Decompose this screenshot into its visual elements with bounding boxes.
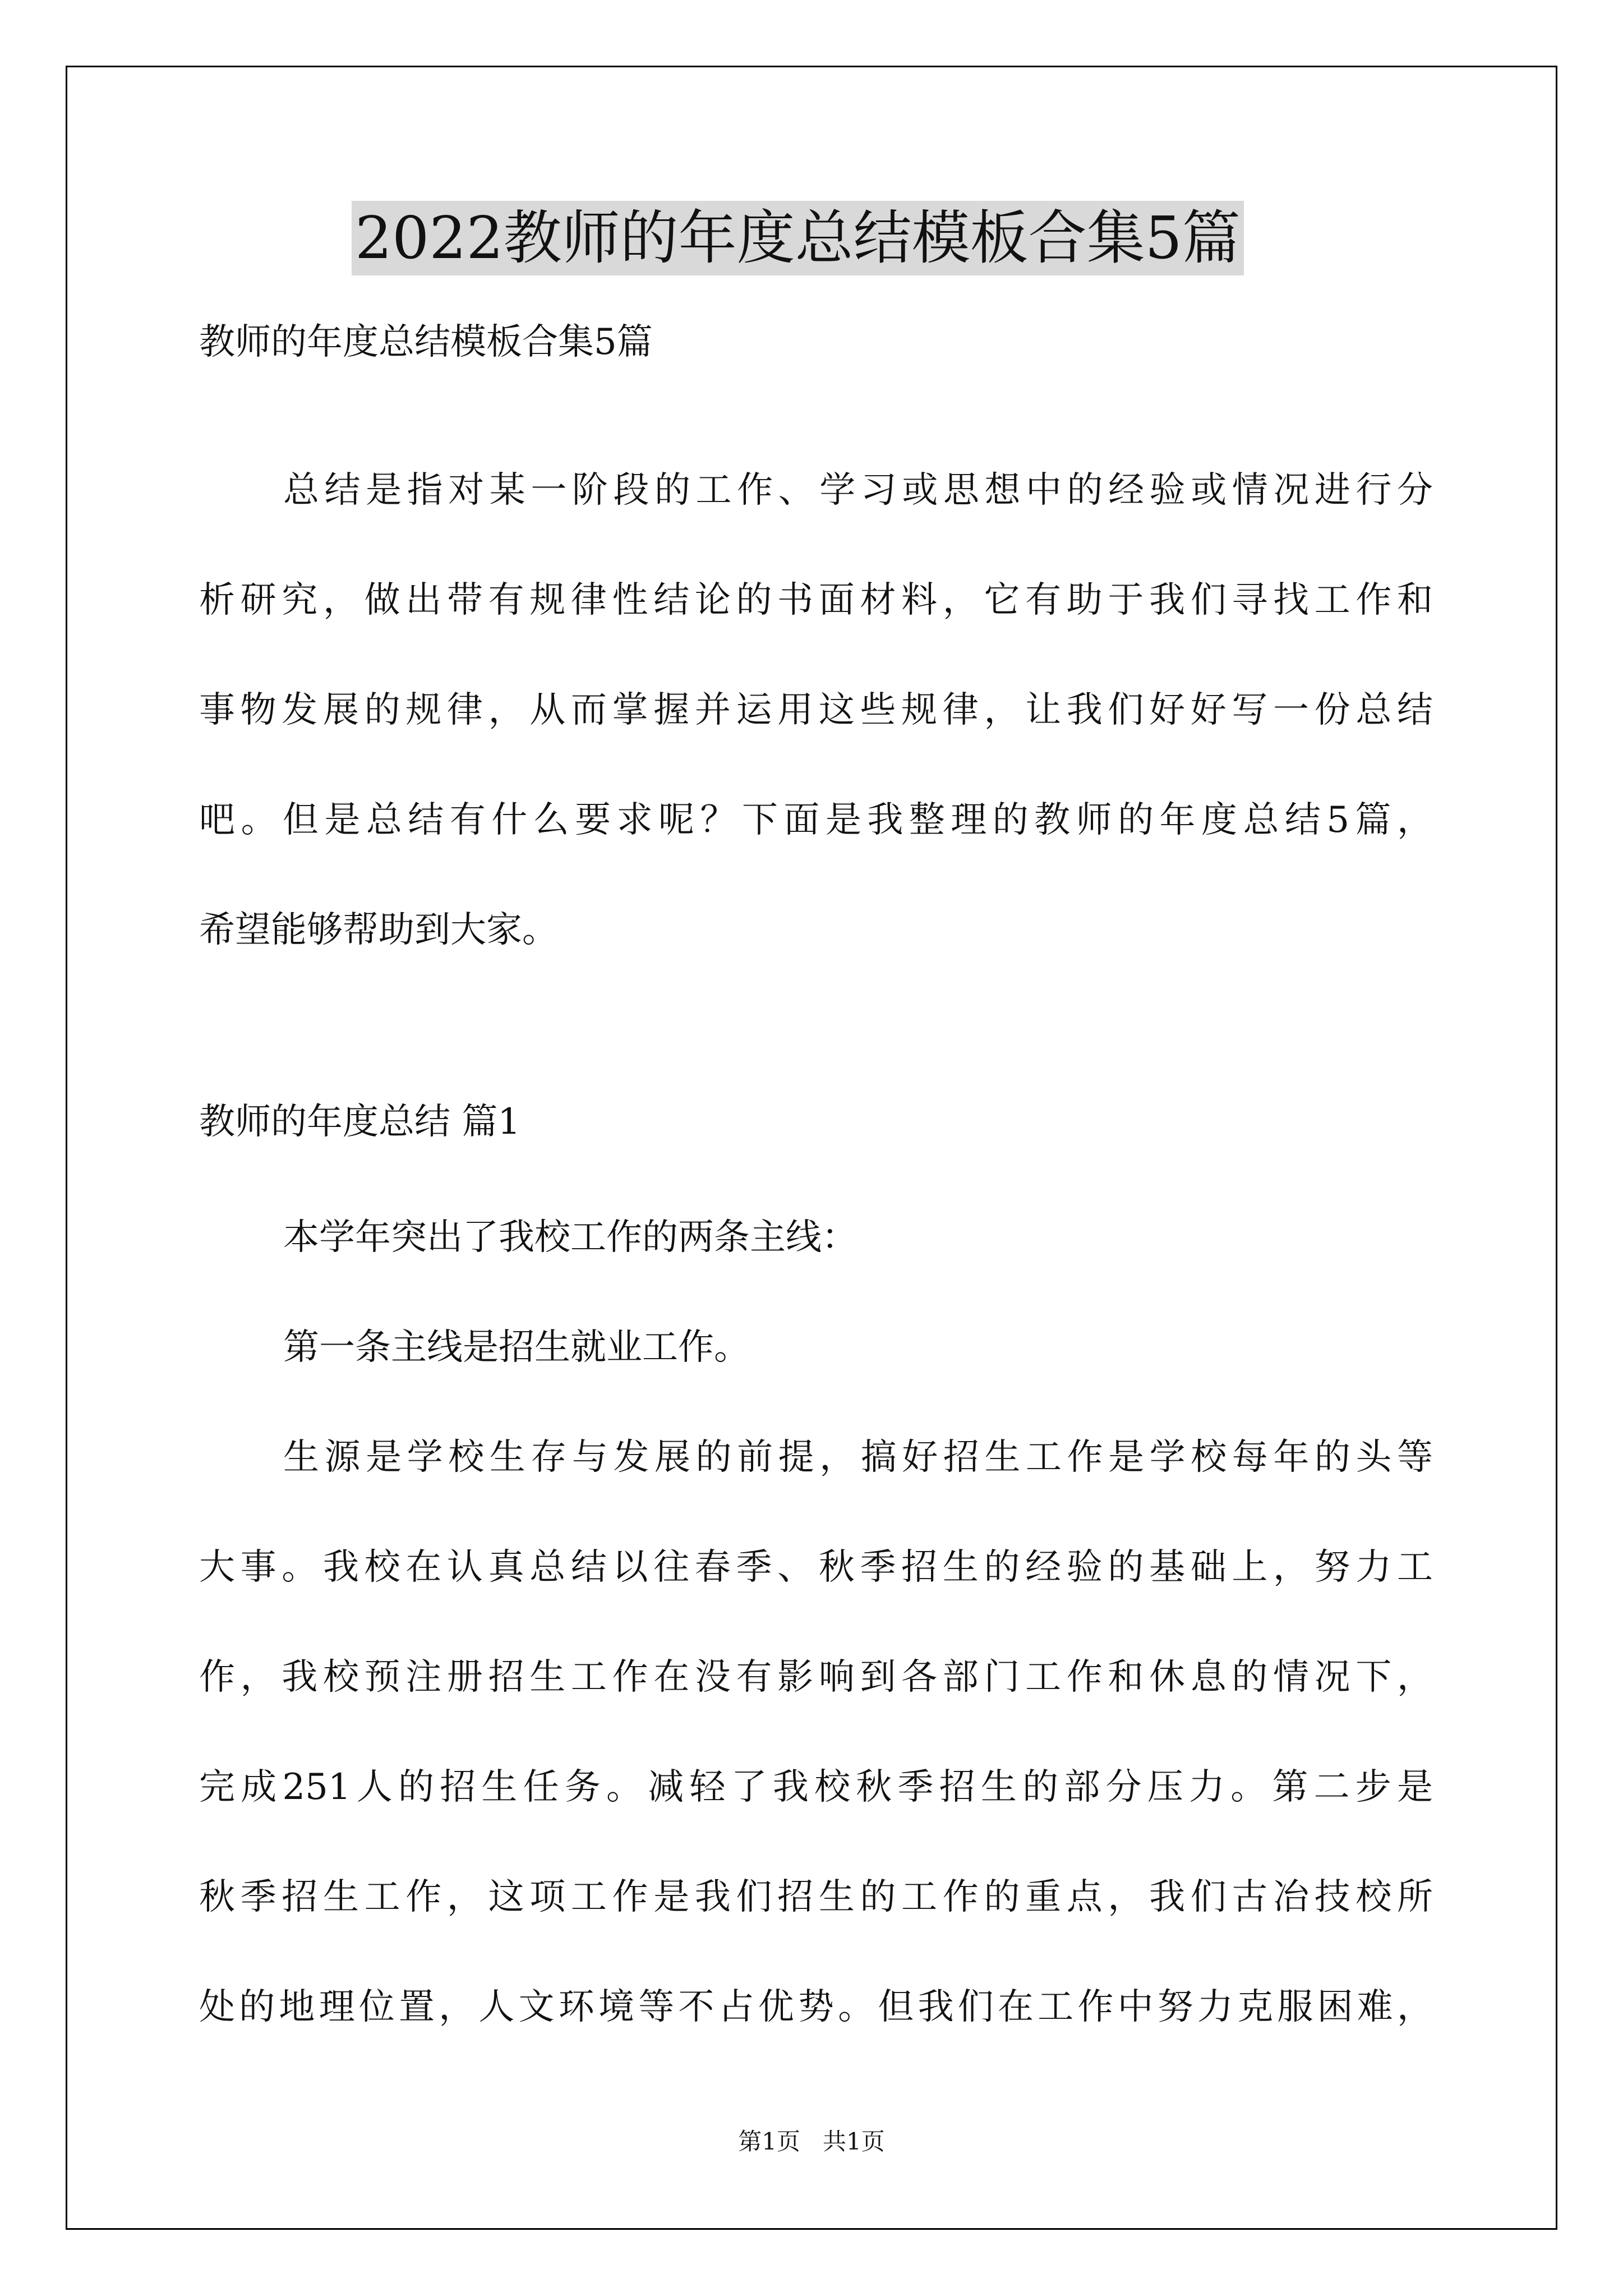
intro-line: 希望能够帮助到大家。 <box>199 909 558 951</box>
intro-paragraph <box>199 435 1433 985</box>
page-footer: 第1页 共1页 <box>738 2128 885 2155</box>
section-line: 大事。我校在认真总结以往春季、秋季招生的经验的基础上，努力工 <box>199 1547 1433 1588</box>
document-title: 2022教师的年度总结模板合集5篇 <box>352 201 1244 275</box>
section-line: 生源是学校生存与发展的前提，搞好招生工作是学校每年的头等 <box>283 1437 1433 1478</box>
section-line: 秋季招生工作，这项工作是我们招生的工作的重点，我们古冶技校所 <box>199 1876 1433 1918</box>
section-body <box>199 1182 1433 2062</box>
section-line: 处的地理位置，人文环境等不占优势。但我们在工作中努力克服困难， <box>199 1986 1433 2028</box>
section-line: 第一条主线是招生就业工作。 <box>283 1327 750 1368</box>
intro-line: 吧。但是总结有什么要求呢？下面是我整理的教师的年度总结5篇， <box>199 799 1433 841</box>
document-subtitle: 教师的年度总结模板合集5篇 <box>199 321 653 363</box>
section-heading: 教师的年度总结 篇1 <box>199 1101 521 1143</box>
section-line: 完成251人的招生任务。减轻了我校秋季招生的部分压力。第二步是 <box>199 1766 1433 1808</box>
section-line: 本学年突出了我校工作的两条主线： <box>283 1217 857 1258</box>
intro-line: 事物发展的规律，从而掌握并运用这些规律，让我们好好写一份总结 <box>199 689 1433 731</box>
intro-line: 析研究，做出带有规律性结论的书面材料，它有助于我们寻找工作和 <box>199 579 1433 621</box>
intro-line: 总结是指对某一阶段的工作、学习或思想中的经验或情况进行分 <box>283 470 1433 511</box>
section-line: 作，我校预注册招生工作在没有影响到各部门工作和休息的情况下， <box>199 1657 1433 1698</box>
